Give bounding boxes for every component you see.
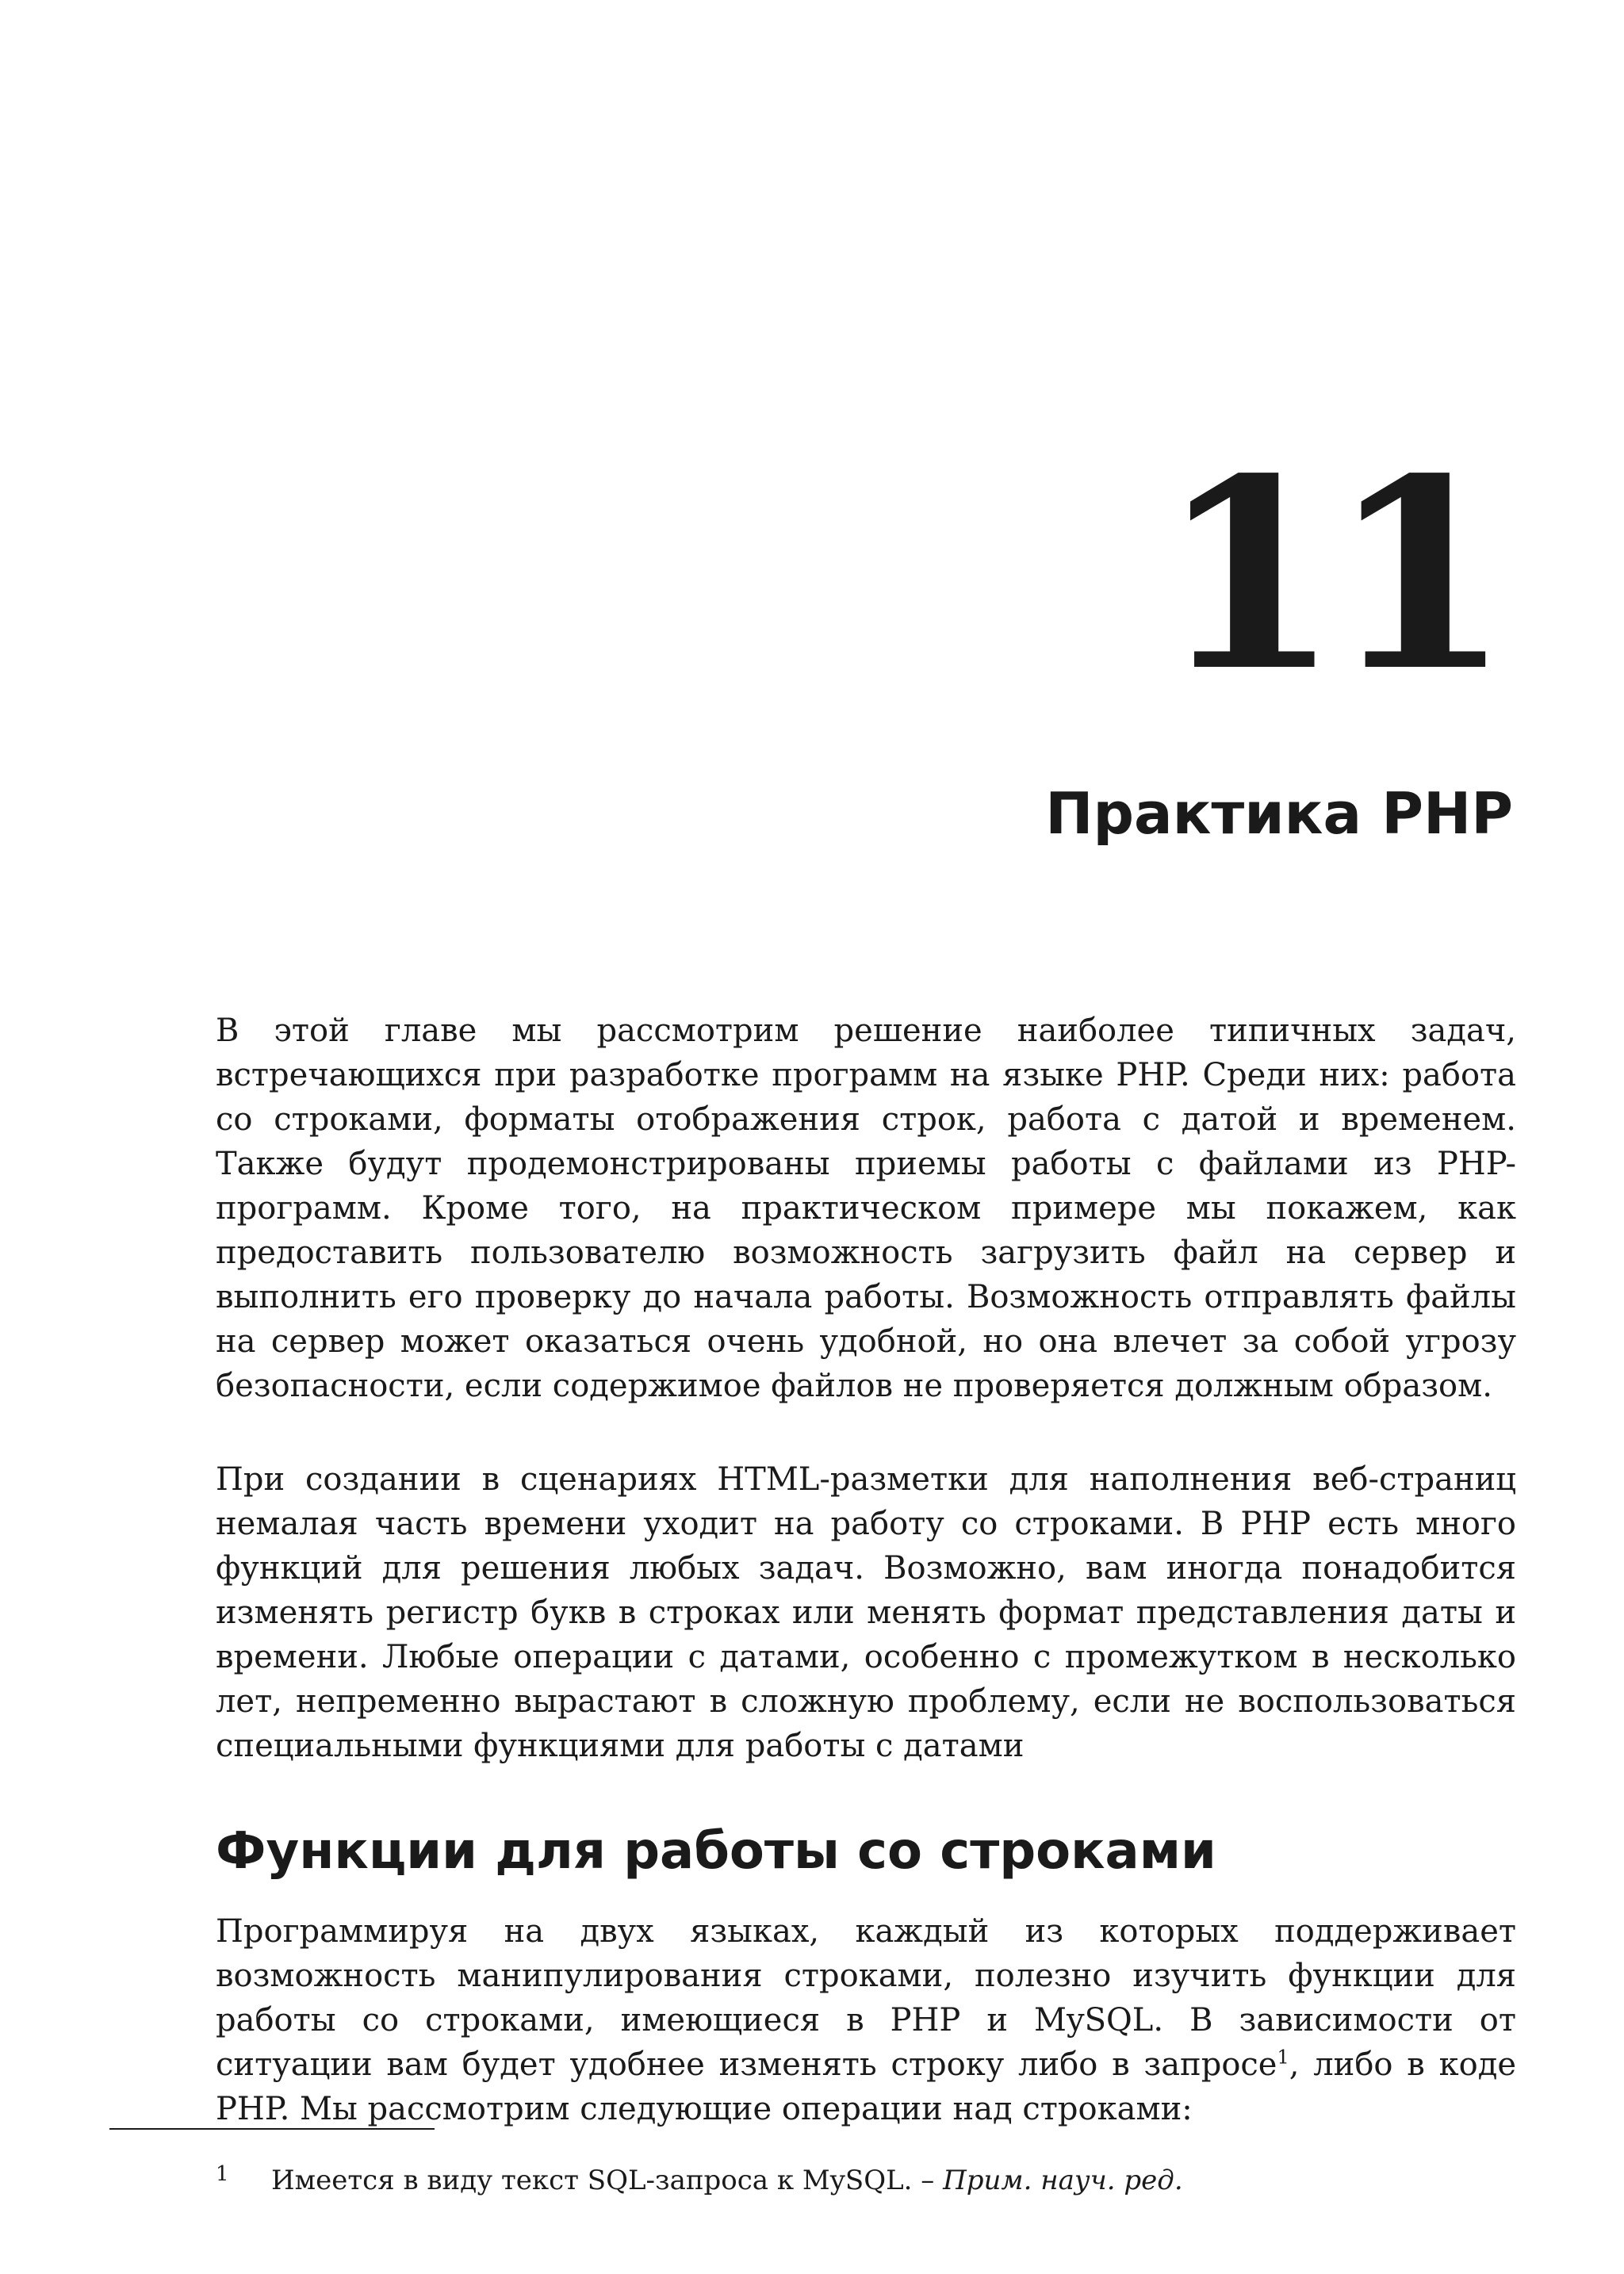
section-paragraph-text: Программируя на двух языках, каждый из которых поддерживает возможность манипулирования строками, полезно изучить функции для работы со строками, имеющиеся в PHP и MySQL. В зависимости от ситуации вам будет удобнее изменять строку либо в запросе (216, 1913, 1516, 2083)
intro-paragraph-2: При создании в сценариях HTML-разметки для наполнения веб-страниц немалая часть времени уходит на работу со строками. В PHP есть много функций для решения любых задач. Возможно, вам иногда понадобится изменять регистр букв в строках или менять формат представления даты и времени. Любые операции с датами, особенно с промежутком в несколько лет, непременно вырастают в сложную проблему, если не воспользоваться специальными функциями для работы с датами (216, 1461, 1516, 1764)
footnote-reference: 1 (1277, 2046, 1289, 2069)
footnote-editor-note: Прим. науч. ред. (943, 2165, 1183, 2196)
footnote-text: Имеется в виду текст SQL-запроса к MySQL. – (271, 2165, 944, 2196)
footnote-divider (109, 2128, 435, 2130)
section-heading: Функции для работы со строками (216, 1822, 1216, 1881)
section-paragraph-text-end: , либо в коде PHP. Мы рассмотрим следующие операции над строками: (216, 2046, 1516, 2127)
chapter-title: Практика PHP (1045, 780, 1513, 847)
footnote-text-wrap (271, 2163, 1183, 2198)
chapter-number: 11 (1158, 421, 1500, 729)
section-paragraph (216, 1909, 1516, 2131)
intro-paragraph-1: В этой главе мы рассмотрим решение наиболее типичных задач, встречающихся при разработке программ на языке PHP. Среди них: работа со строками, форматы отображения строк, работа с датой и временем. Также будут продемонстрированы приемы работы с файлами из PHP-программ. Кроме того, на практическом примере мы покажем, как предоставить пользователю возможность загрузить файл на сервер и выполнить его проверку до начала работы. Возможность отправлять файлы на сервер может оказаться очень удобной, но она влечет за собой угрозу безопасности, если содержимое файлов не проверяется должным образом. (216, 1013, 1516, 1404)
footnote-number: 1 (216, 2162, 229, 2186)
